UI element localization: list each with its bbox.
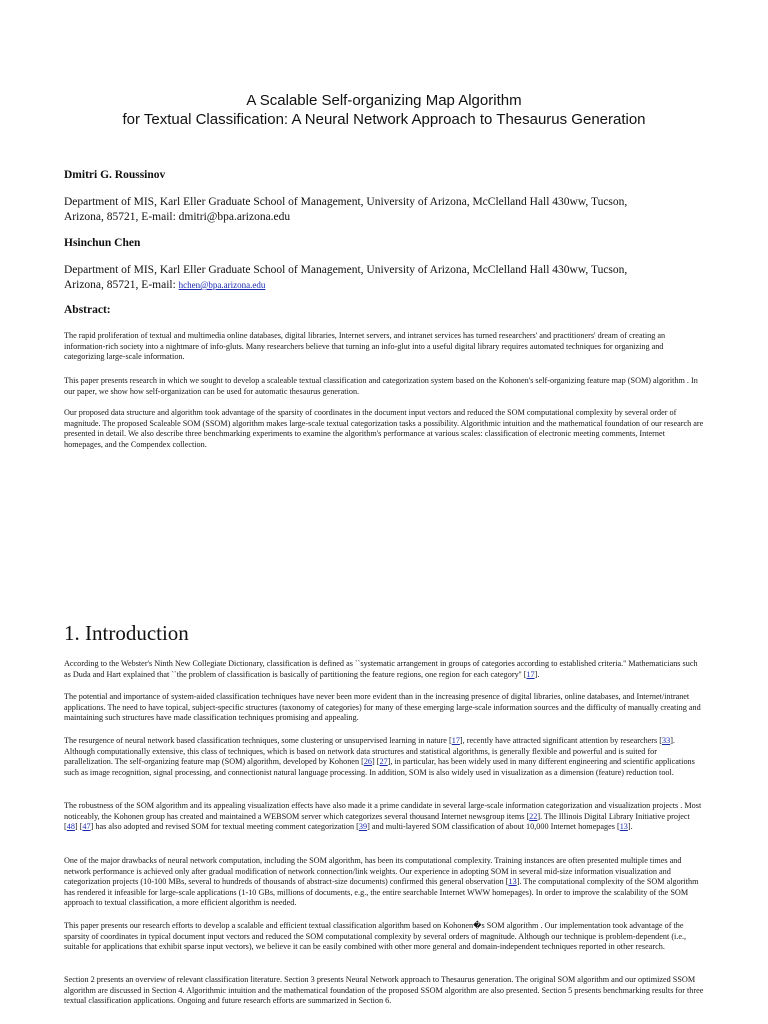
title-line-2: for Textual Classification: A Neural Network Approach to Thesaurus Generation: [122, 111, 646, 128]
citation-link[interactable]: 39: [358, 822, 368, 832]
abstract-heading: Abstract:: [64, 304, 111, 316]
citation-link[interactable]: 47: [82, 822, 91, 832]
paper-title: [0, 91, 768, 129]
author-affiliation-2: Department of MIS, Karl Eller Graduate School of Management, University of Arizona, McClelland Hall 430ww, Tucson, Arizona, 85721, E-mail: hchen@bpa.arizona.edu: [64, 264, 628, 291]
citation-link[interactable]: 17: [451, 736, 460, 745]
citation-link[interactable]: 13: [619, 822, 628, 832]
title-line-1: A Scalable Self-organizing Map Algorithm: [246, 92, 522, 109]
citation-link[interactable]: 33: [662, 736, 671, 745]
intro-paragraph-6: This paper presents our research efforts to develop a scalable and efficient textual classification algorithm based on Kohonen�s SOM algorithm . Our implementation took advantage of the sparsity of coordinates in typical document input vectors and reduced the SOM computational complexity by several orders of magnitude. Although our technique is problem-dependent (i.e., suitable for applications that exhibit sparse input vectors), we believe it can be easily combined with other more general and domain-independent techniques reported in other research.: [64, 921, 687, 952]
author-affiliation-1: Department of MIS, Karl Eller Graduate School of Management, University of Arizona, McClelland Hall 430ww, Tucson, Arizona, 85721, E-mail: dmitri@bpa.arizona.edu: [64, 196, 628, 223]
intro-paragraph-5: One of the major drawbacks of neural network computation, including the SOM algorithm, has been its computational complexity. Training instances are often presented multiple times and network performance is achieved only after gradual modification of network connection/link weights. Our experience in adopting SOM in several mid-size information visualization and categorization projects (10-100 MBs, several to hundreds of thousands of abstract-size documents) confirmed this general observation [13]. The computational complexity of the SOM algorithm has rendered it infeasible for large-scale applications (1-10 GBs, millions of documents, e.g., the entire searchable Internet WWW homepages). In order to improve the scalability of the SOM approach to textual classification, a more efficient algorithm is needed.: [64, 856, 699, 908]
email-link[interactable]: hchen@bpa.arizona.edu: [178, 280, 266, 290]
intro-paragraph-7: Section 2 presents an overview of relevant classification literature. Section 3 presents Neural Network approach to Thesaurus generation. The original SOM algorithm and our optimized SSOM algorithm are discussed in Section 4. Algorithmic intuition and the mathematical foundation of the proposed SSOM algorithm are also presented. Section 5 presents benchmarking results for three textual classification applications. Ongoing and future research efforts are summarized in Section 6.: [64, 975, 704, 1006]
intro-paragraph-2: The potential and importance of system-aided classification techniques have never been more evident than in the increasing presence of digital libraries, online databases, and Internet/intranet applications. The need to have topical, subject-specific structures (taxonomy of categories) for many of these emerging large-scale information sources and the difficulty of manually creating and maintaining such structures have made classification techniques promising and appealing.: [64, 692, 701, 723]
intro-paragraph-4: The robustness of the SOM algorithm and its appealing visualization effects have also made it a prime candidate in several large-scale information categorization and visualization projects . Most noticeably, the Kohonen group has created and maintained a WEBSOM server which categorizes several thousand Internet newsgroup items [22]. The Illinois Digital Library Initiative project [48] [47] has also adopted and revised SOM for textual meeting comment categorization [39] and multi-layered SOM classification of about 10,000 Internet homepages [13].: [64, 801, 702, 832]
abstract-paragraph-3: Our proposed data structure and algorithm took advantage of the sparsity of coordinates in the document input vectors and reduced the SOM computational complexity by several order of magnitude. The proposed Scaleable SOM (SSOM) algorithm makes large-scale textual categorization tasks a possibility. Algorithmic intuition and the mathematical foundation of our research are presented in detail. We also describe three benchmarking experiments to examine the algorithm's performance at various scales: classification of electronic meeting comments, Internet homepages, and the Compendex collection.: [64, 408, 704, 449]
abstract-paragraph-2: This paper presents research in which we sought to develop a scaleable textual classification and categorization system based on the Kohonen's self-organizing feature map (SOM) algorithm . In our paper, we show how self-organization can be used for automatic thesaurus generation.: [64, 376, 698, 396]
citation-link[interactable]: 26: [363, 757, 372, 767]
citation-link[interactable]: 13: [508, 877, 517, 887]
intro-paragraph-3: The resurgence of neural network based classification techniques, some clustering or unsupervised learning in nature [17], recently have attracted significant attention by researchers [33]. Although computationally extensive, this class of techniques, which is based on network data structures and statistical algorithms, is generally flexible and powerful and is suited for parallelization. The self-organizing feature map (SOM) algorithm, developed by Kohonen [26] [27], in particular, has been widely used in many different engineering and scientific applications such as image recognition, signal processing, and connectionist natural language processing. In addition, SOM is also widely used in visualization as a dimension (feature) reduction tool.: [64, 736, 695, 777]
intro-paragraph-1: According to the Webster's Ninth New Collegiate Dictionary, classification is defined as ``systematic arrangement in groups of categories according to established criteria.'' Mathematicians such as Duda and Hart explained that ``the problem of classification is basically of partitioning the feature regions, one region for each category'' [17].: [64, 659, 698, 679]
citation-link[interactable]: 27: [379, 757, 388, 767]
section-heading-introduction: 1. Introduction: [64, 621, 189, 645]
citation-link[interactable]: 22: [529, 811, 538, 821]
author-name-2: Hsinchun Chen: [64, 237, 141, 249]
abstract-paragraph-1: The rapid proliferation of textual and multimedia online databases, digital libraries, Internet servers, and intranet services has turned researchers' and practitioners' dream of creating an information-rich society into a nightmare of info-gluts. Many researchers believe that turning an info-glut into a useful digital library requires automated techniques for organizing and categorizing large-scale information.: [64, 331, 666, 362]
citation-link[interactable]: 17: [526, 669, 535, 679]
author-name-1: Dmitri G. Roussinov: [64, 169, 166, 181]
citation-link[interactable]: 48: [66, 822, 75, 832]
